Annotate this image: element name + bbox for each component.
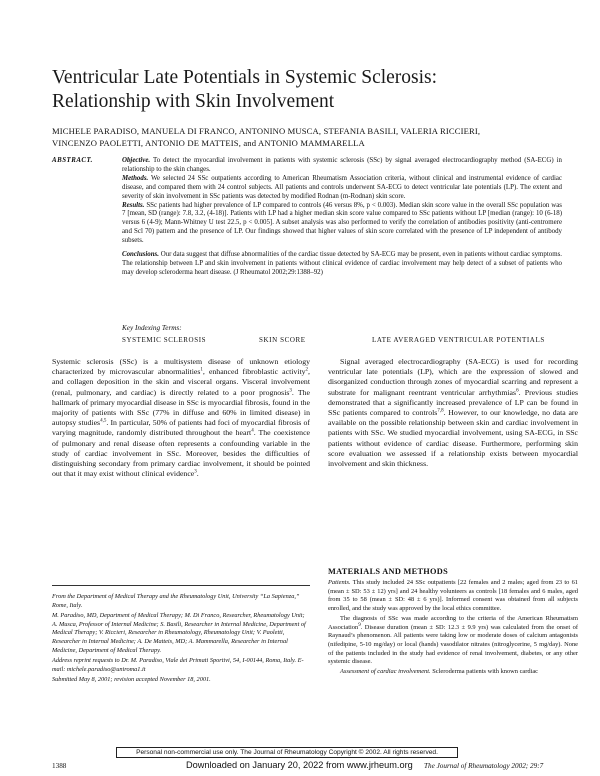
objective-heading: Objective. [122,157,151,164]
intro-left-column [52,357,310,479]
abstract-methods [122,175,562,202]
affiliation-authors: M. Paradiso, MD, Department of Medical Therapy; M. Di Franco, Researcher, Rheumatology Unit; A. Musca, Professor of Internal Medicine; S. Basili, Researcher in Internal Medicine, Department of Medical Therapy; V. Riccieri, Researcher in Rheumatology, Rheumatology Unit; V. Paoletti, Researcher in Internal Medicine; A. De Matteis, MD; A. Mammarella, Researcher in Internal Medicine, Department of Medical Therapy. [52,612,306,654]
affiliation-department: From the Department of Medical Therapy and the Rheumatology Unit, University “La Sapienza,” Rome, Italy. [52,593,300,609]
methods-diagnosis: The diagnosis of SSc was made according to the criteria of the American Rheumatism Association$^9$. Disease duration (mean ± SD: 12.3 ± 9.9 yrs) was calculated from the onset of Raynaud’s phenomenon. All patients were taking low or moderate doses of calcium antagonists (nifedipine, 5-10 mg/day) or local (hands) vasodilator nitrates (nitroglycerine, 5 mg/day). None of the patients included in the study had evidence of renal involvement, diabetes, or any other systemic disease. [328,614,578,666]
keyword-3: LATE AVERAGED VENTRICULAR POTENTIALS [372,336,545,344]
methods-section [328,579,578,677]
affiliation-dates: Submitted May 8, 2001; revision accepted November 18, 2001. [52,676,211,684]
authors-line-1: MICHELE PARADISO, MANUELA DI FRANCO, ANTONINO MUSCA, STEFANIA BASILI, VALERIA RICCIERI, [52,126,481,136]
intro-paragraph-1: Systemic sclerosis (SSc) is a multisystem disease of unknown etiology characterized by microvascular abnormalities$^1$, enhanced fibroblastic activity$^2$, and collagen deposition in the skin and visceral organs. Visceral involvement (renal, pulmonary, and cardiac) is directly related to a poor prognosis$^3$. The hallmark of primary myocardial disease in SSc is myocardial fibrosis, found in the majority of patients with SSc (77% in diffuse and 60% in limited disease) in autopsy studies$^{4,5}$. In particular, 50% of patients had foci of myocardial fibrosis of varying magnitude, randomly distributed throughout the heart$^4$. The coexistence of pulmonary and renal disease often represents a confounding variable in the study of cardiac involvement in SSc. Moreover, besides the difficulties of distinguishing secondary from primary cardiac involvement, it should be pointed out that it may exist without clinical evidence$^3$. [52,357,310,479]
methods-patients: Patients. This study included 24 SSc outpatients [22 females and 2 males; aged from 23 to 61 (mean ± SD: 53 ± 12) yrs] and 24 healthy volunteers as controls [18 females and 6 males, aged from 35 to 58 (mean ± SD: 48 ± 6 yrs)]. Informed consent was obtained from all subjects enrolled, and the study was approved by the local ethics committee. [328,579,578,613]
affiliations [52,593,310,687]
affiliation-divider [52,585,310,586]
intro-right-column [328,357,578,469]
keyword-2: SKIN SCORE [259,336,306,344]
copyright-notice: Personal non-commercial use only. The Journal of Rheumatology Copyright © 2002. All rights reserved. [116,747,458,758]
intro-paragraph-2: Signal averaged electrocardiography (SA-ECG) is used for recording ventricular late potentials (LP), which are the expression of slowed and disorganized conduction through zones of myocardial scarring and represent a substrate for malignant reentrant ventricular arrhythmias$^6$. Previous studies demonstrated that a significantly increased prevalence of LP can be found in SSc patients compared to controls$^{7,8}$. However, to our knowledge, no data are available on the possible relationship between skin and cardiac involvement in patients with SSc. We studied myocardial involvement, using SA-ECG, in SSc patients without evidence of cardiac disease. Furthermore, performing skin score evaluation we assessed if a relationship exists between myocardial involvement and skin thickness. [328,357,579,469]
article-title [52,66,572,114]
author-list [52,125,562,149]
conclusions-text: Our data suggest that diffuse abnormalities of the cardiac tissue detected by SA-ECG may be present, even in patients without cardiac symptoms. The relationship between LP and skin involvement in patients without clinical evidence of cardiac involvement may help detect of a subset of patients who may develop scleroderma heart disease. (J Rheumatol 2002;29:1388–92) [122,251,562,276]
journal-footer: The Journal of Rheumatology 2002; 29:7 [424,762,544,770]
abstract-results [122,202,562,247]
title-line-2: Relationship with Skin Involvement [52,91,335,112]
abstract-conclusions [122,251,562,278]
results-heading: Results. [122,201,145,209]
objective-text: To detect the myocardial involvement in patients with systemic sclerosis (SSc) by signal averaged electrocardiography method (SA-ECG) in relationship to the skin changes. [122,157,562,173]
abstract-objective [122,157,562,175]
download-stamp: Downloaded on January 20, 2022 from www.jrheum.org [186,760,413,770]
authors-line-2: VINCENZO PAOLETTI, ANTONIO DE MATTEIS, and ANTONIO MAMMARELLA [52,138,365,148]
methods-text: We selected 24 SSc outpatients according to American Rheumatism Association criteria, without clinical and instrumental evidence of cardiac disease, and compared them with 24 control subjects. All patients and controls underwent SA-ECG to detect ventricular late potentials (LP). The extent and severity of skin involvement in SSc patients was detected by modified Rodnan (m-Rodnan) skin score. [122,174,562,200]
abstract [52,157,562,278]
results-text: SSc patients had higher prevalence of LP compared to controls (46 versus 8%, p < 0.003). Median skin score value in the overall SSc population was 7 [mean, SD (range): 7.8, 3.2, (4-18)]. Patients with LP had a higher median skin score value compared to SSc patients without LP [median (range): 10 (6-18) versus 6 (4-9); Mann-Whitney U test 22.5, p < 0.005]. A subset analysis was also performed to verify the correlation of antibodies positivity (anti-centromere and Scl 70) pattern and the presence of LP. Our findings showed that higher values of skin score correlated with the presence of LP independent of antibody subsets. [122,201,562,245]
keywords-label: Key Indexing Terms: [122,324,182,332]
conclusions-heading: Conclusions. [122,251,159,259]
abstract-label: ABSTRACT. [52,157,93,164]
title-line-1: Ventricular Late Potentials in Systemic Sclerosis: [52,67,438,88]
methods-heading: Methods. [122,174,149,182]
methods-heading: MATERIALS AND METHODS [328,567,449,576]
affiliation-address: Address reprint requests to Dr. M. Paradiso, Viale dei Primati Sportivi, 54, I-00144, Roma, Italy. E-mail: michele.paradiso@uniroma1.it [52,657,304,673]
page-number: 1388 [52,762,67,770]
keyword-1: SYSTEMIC SCLEROSIS [122,336,207,344]
methods-cardiac: Assessment of cardiac involvement. Scleroderma patients with known cardiac [340,668,539,676]
